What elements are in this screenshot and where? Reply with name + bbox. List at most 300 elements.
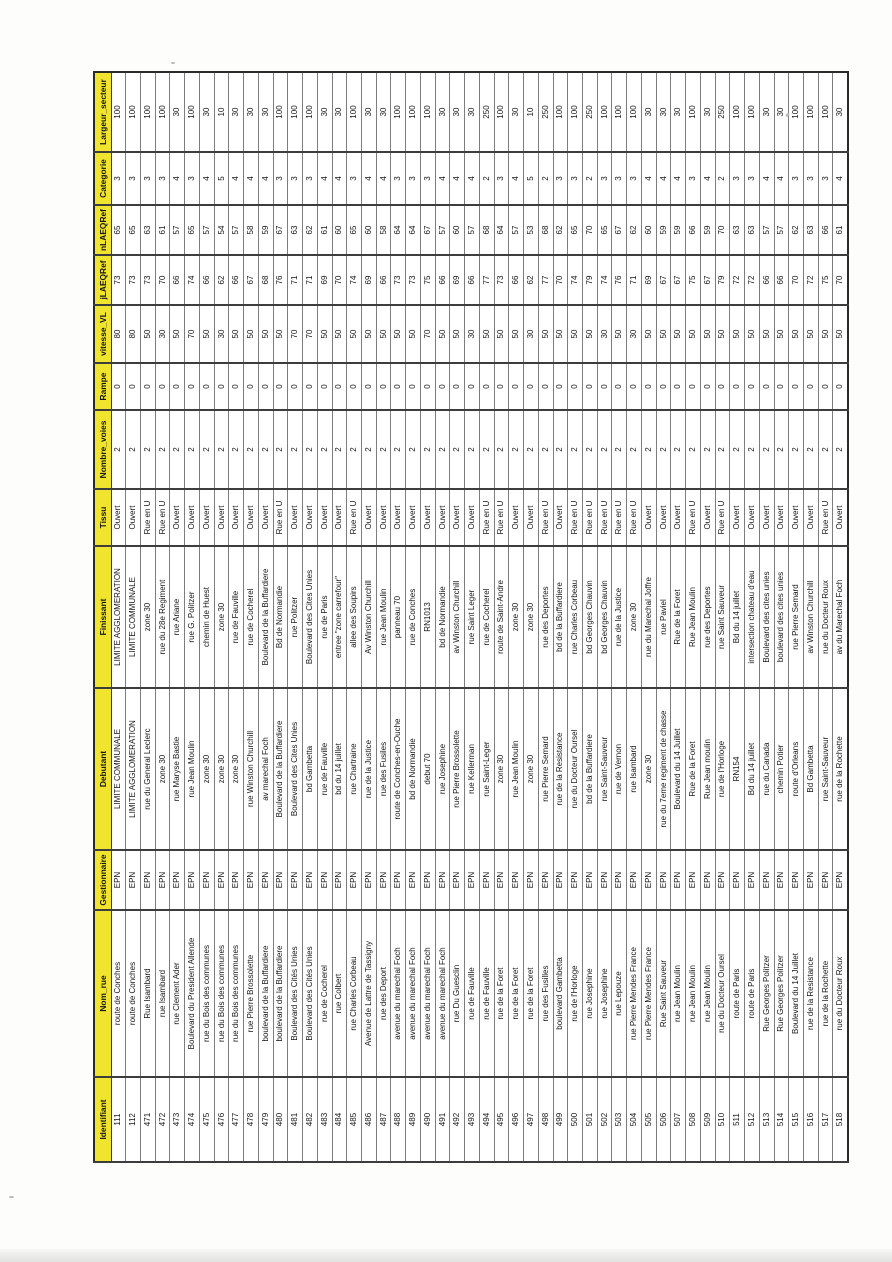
cell-largeur-secteur: 100 xyxy=(597,72,612,152)
cell-nom-rue: rue de la Foret xyxy=(494,910,509,1077)
cell-vitesse-vl: 50 xyxy=(671,305,686,363)
cell-nlaeqref: 58 xyxy=(244,205,259,255)
cell-rampe: 0 xyxy=(479,363,494,410)
cell-tissu: Ouvert xyxy=(303,489,318,546)
cell-largeur-secteur: 30 xyxy=(671,72,686,152)
cell-debutant: zone 30 xyxy=(155,688,170,850)
cell-finissant: rue de Cocherel xyxy=(244,546,259,688)
cell-gestionnaire: EPN xyxy=(317,850,332,910)
column-header-identifiant: Identifiant xyxy=(94,1077,111,1162)
cell-tissu: Ouvert xyxy=(244,489,259,546)
cell-nombre-voies: 2 xyxy=(199,410,214,489)
cell-nombre-voies: 2 xyxy=(686,410,701,489)
cell-nombre-voies: 2 xyxy=(435,410,450,489)
cell-nombre-voies: 2 xyxy=(140,410,155,489)
cell-categorie: 4 xyxy=(361,152,376,205)
cell-nombre-voies: 2 xyxy=(804,410,819,489)
cell-nom-rue: route de Paris xyxy=(745,910,760,1077)
cell-tissu: Ouvert xyxy=(376,489,391,546)
cell-categorie: 3 xyxy=(273,152,288,205)
cell-finissant: rue du Marechal Joffre xyxy=(641,546,656,688)
cell-gestionnaire: EPN xyxy=(406,850,421,910)
rotated-table-container xyxy=(93,73,847,1163)
cell-vitesse-vl: 30 xyxy=(627,305,642,363)
cell-nombre-voies: 2 xyxy=(229,410,244,489)
table-row xyxy=(627,72,642,1162)
cell-debutant: zone 30 xyxy=(494,688,509,850)
cell-nom-rue: rue du Bois des communes xyxy=(199,910,214,1077)
cell-largeur-secteur: 30 xyxy=(258,72,273,152)
cell-tissu: Ouvert xyxy=(258,489,273,546)
cell-nom-rue: rue Jean Moulin xyxy=(686,910,701,1077)
cell-rampe: 0 xyxy=(170,363,185,410)
cell-largeur-secteur: 100 xyxy=(553,72,568,152)
cell-tissu: Ouvert xyxy=(214,489,229,546)
cell-nom-rue: rue de la Foret xyxy=(509,910,524,1077)
cell-largeur-secteur: 30 xyxy=(361,72,376,152)
cell-rampe: 0 xyxy=(612,363,627,410)
cell-jlaeqref: 77 xyxy=(479,255,494,305)
table-row xyxy=(538,72,553,1162)
cell-nombre-voies: 2 xyxy=(170,410,185,489)
cell-finissant: LIMITE COMMUNALE xyxy=(126,546,141,688)
cell-tissu: Ouvert xyxy=(229,489,244,546)
cell-largeur-secteur: 100 xyxy=(185,72,200,152)
cell-tissu: Rue en U xyxy=(273,489,288,546)
cell-vitesse-vl: 30 xyxy=(465,305,480,363)
cell-nlaeqref: 65 xyxy=(185,205,200,255)
cell-debutant: bd de Normandie xyxy=(406,688,421,850)
cell-nom-rue: route de Conches xyxy=(111,910,126,1077)
cell-vitesse-vl: 50 xyxy=(745,305,760,363)
cell-nlaeqref: 70 xyxy=(583,205,598,255)
table-row xyxy=(185,72,200,1162)
cell-identifiant: 505 xyxy=(641,1077,656,1162)
cell-vitesse-vl: 80 xyxy=(111,305,126,363)
cell-rampe: 0 xyxy=(597,363,612,410)
cell-gestionnaire: EPN xyxy=(612,850,627,910)
cell-rampe: 0 xyxy=(317,363,332,410)
cell-largeur-secteur: 250 xyxy=(715,72,730,152)
cell-jlaeqref: 66 xyxy=(509,255,524,305)
cell-gestionnaire: EPN xyxy=(258,850,273,910)
cell-nom-rue: avenue du marechal Foch xyxy=(406,910,421,1077)
cell-jlaeqref: 62 xyxy=(214,255,229,305)
cell-vitesse-vl: 50 xyxy=(435,305,450,363)
cell-vitesse-vl: 50 xyxy=(656,305,671,363)
cell-vitesse-vl: 50 xyxy=(170,305,185,363)
table-row xyxy=(494,72,509,1162)
cell-largeur-secteur: 100 xyxy=(686,72,701,152)
cell-jlaeqref: 69 xyxy=(361,255,376,305)
cell-gestionnaire: EPN xyxy=(111,850,126,910)
cell-finissant: rue de la Justice xyxy=(612,546,627,688)
cell-gestionnaire: EPN xyxy=(641,850,656,910)
cell-nombre-voies: 2 xyxy=(303,410,318,489)
cell-gestionnaire: EPN xyxy=(789,850,804,910)
cell-vitesse-vl: 50 xyxy=(391,305,406,363)
table-row xyxy=(553,72,568,1162)
cell-categorie: 2 xyxy=(538,152,553,205)
table-row xyxy=(199,72,214,1162)
cell-categorie: 2 xyxy=(715,152,730,205)
cell-gestionnaire: EPN xyxy=(745,850,760,910)
cell-largeur-secteur: 100 xyxy=(568,72,583,152)
cell-finissant: zone 30 xyxy=(140,546,155,688)
cell-vitesse-vl: 30 xyxy=(155,305,170,363)
cell-nom-rue: rue de la Foret xyxy=(524,910,539,1077)
cell-categorie: 3 xyxy=(420,152,435,205)
cell-finissant: zone 30 xyxy=(509,546,524,688)
cell-vitesse-vl: 50 xyxy=(199,305,214,363)
cell-debutant: rue du 7eme regiment de chasse xyxy=(656,688,671,850)
cell-gestionnaire: EPN xyxy=(361,850,376,910)
cell-nom-rue: rue Jean Moulin xyxy=(671,910,686,1077)
cell-identifiant: 472 xyxy=(155,1077,170,1162)
cell-nombre-voies: 2 xyxy=(641,410,656,489)
cell-nombre-voies: 2 xyxy=(185,410,200,489)
cell-largeur-secteur: 100 xyxy=(273,72,288,152)
cell-categorie: 3 xyxy=(686,152,701,205)
table-row xyxy=(229,72,244,1162)
cell-jlaeqref: 67 xyxy=(656,255,671,305)
cell-nombre-voies: 2 xyxy=(656,410,671,489)
cell-rampe: 0 xyxy=(789,363,804,410)
cell-nombre-voies: 2 xyxy=(347,410,362,489)
cell-finissant: rue des Deportes xyxy=(700,546,715,688)
cell-largeur-secteur: 30 xyxy=(759,72,774,152)
cell-debutant: Boulevard des Cites Unies xyxy=(288,688,303,850)
cell-gestionnaire: EPN xyxy=(833,850,848,910)
cell-vitesse-vl: 50 xyxy=(641,305,656,363)
cell-identifiant: 497 xyxy=(524,1077,539,1162)
table-row xyxy=(612,72,627,1162)
cell-nombre-voies: 2 xyxy=(700,410,715,489)
cell-jlaeqref: 67 xyxy=(244,255,259,305)
cell-finissant: rue du Docteur Roux xyxy=(818,546,833,688)
cell-jlaeqref: 75 xyxy=(686,255,701,305)
cell-nombre-voies: 2 xyxy=(317,410,332,489)
cell-categorie: 4 xyxy=(229,152,244,205)
cell-categorie: 3 xyxy=(155,152,170,205)
cell-debutant: rue Maryse Bastie xyxy=(170,688,185,850)
cell-finissant: Av Winston Churchill xyxy=(361,546,376,688)
table-row xyxy=(509,72,524,1162)
table-row xyxy=(214,72,229,1162)
cell-nlaeqref: 61 xyxy=(833,205,848,255)
cell-gestionnaire: EPN xyxy=(347,850,362,910)
cell-nlaeqref: 57 xyxy=(465,205,480,255)
cell-rampe: 0 xyxy=(303,363,318,410)
cell-jlaeqref: 79 xyxy=(583,255,598,305)
cell-nlaeqref: 66 xyxy=(818,205,833,255)
table-body xyxy=(111,72,848,1162)
table-row xyxy=(420,72,435,1162)
table-row xyxy=(818,72,833,1162)
cell-tissu: Rue en U xyxy=(494,489,509,546)
cell-gestionnaire: EPN xyxy=(391,850,406,910)
cell-identifiant: 513 xyxy=(759,1077,774,1162)
cell-tissu: Rue en U xyxy=(818,489,833,546)
cell-gestionnaire: EPN xyxy=(303,850,318,910)
cell-categorie: 4 xyxy=(641,152,656,205)
cell-rampe: 0 xyxy=(538,363,553,410)
cell-debutant: rue Jean Moulin xyxy=(185,688,200,850)
cell-largeur-secteur: 100 xyxy=(612,72,627,152)
cell-identifiant: 510 xyxy=(715,1077,730,1162)
cell-largeur-secteur: 30 xyxy=(700,72,715,152)
cell-debutant: rue Pierre Semard xyxy=(538,688,553,850)
cell-jlaeqref: 67 xyxy=(700,255,715,305)
cell-tissu: Rue en U xyxy=(597,489,612,546)
cell-nom-rue: boulevard de la Buffardiere xyxy=(258,910,273,1077)
cell-rampe: 0 xyxy=(627,363,642,410)
cell-vitesse-vl: 50 xyxy=(140,305,155,363)
cell-identifiant: 477 xyxy=(229,1077,244,1162)
cell-vitesse-vl: 30 xyxy=(524,305,539,363)
cell-finissant: rue de Fauville xyxy=(229,546,244,688)
cell-nom-rue: rue Josephine xyxy=(597,910,612,1077)
cell-nombre-voies: 2 xyxy=(361,410,376,489)
cell-rampe: 0 xyxy=(199,363,214,410)
cell-nom-rue: rue de Cocherel xyxy=(317,910,332,1077)
cell-debutant: rue de Fauville xyxy=(317,688,332,850)
cell-rampe: 0 xyxy=(126,363,141,410)
cell-vitesse-vl: 50 xyxy=(804,305,819,363)
cell-rampe: 0 xyxy=(524,363,539,410)
cell-finissant: Bd du 14 juillet xyxy=(730,546,745,688)
cell-finissant: rue Saint Sauveur xyxy=(715,546,730,688)
cell-jlaeqref: 66 xyxy=(170,255,185,305)
cell-nom-rue: rue Colbert xyxy=(332,910,347,1077)
cell-rampe: 0 xyxy=(715,363,730,410)
cell-nom-rue: avenue du marechal Foch xyxy=(391,910,406,1077)
table-row xyxy=(686,72,701,1162)
cell-largeur-secteur: 100 xyxy=(406,72,421,152)
table-row xyxy=(465,72,480,1162)
cell-nlaeqref: 57 xyxy=(229,205,244,255)
cell-gestionnaire: EPN xyxy=(568,850,583,910)
cell-tissu: Ouvert xyxy=(774,489,789,546)
table-row xyxy=(479,72,494,1162)
cell-tissu: Rue en U xyxy=(140,489,155,546)
cell-jlaeqref: 66 xyxy=(376,255,391,305)
cell-jlaeqref: 70 xyxy=(332,255,347,305)
cell-rampe: 0 xyxy=(361,363,376,410)
cell-categorie: 4 xyxy=(465,152,480,205)
cell-gestionnaire: EPN xyxy=(229,850,244,910)
cell-tissu: Ouvert xyxy=(759,489,774,546)
cell-vitesse-vl: 70 xyxy=(420,305,435,363)
cell-debutant: rue Isambard xyxy=(627,688,642,850)
cell-nombre-voies: 2 xyxy=(391,410,406,489)
cell-rampe: 0 xyxy=(553,363,568,410)
cell-categorie: 3 xyxy=(553,152,568,205)
cell-rampe: 0 xyxy=(450,363,465,410)
cell-debutant: rue des Fusiles xyxy=(376,688,391,850)
cell-vitesse-vl: 50 xyxy=(612,305,627,363)
cell-nom-rue: Avenue de Lattre de Tassigny xyxy=(361,910,376,1077)
cell-tissu: Ouvert xyxy=(641,489,656,546)
cell-tissu: Ouvert xyxy=(656,489,671,546)
cell-nom-rue: rue du Docteur Oursel xyxy=(715,910,730,1077)
cell-categorie: 4 xyxy=(317,152,332,205)
cell-categorie: 4 xyxy=(435,152,450,205)
cell-gestionnaire: EPN xyxy=(170,850,185,910)
cell-nlaeqref: 57 xyxy=(435,205,450,255)
cell-finissant: entree "zone carrefour" xyxy=(332,546,347,688)
scan-speck xyxy=(171,62,175,64)
cell-debutant: zone 30 xyxy=(524,688,539,850)
cell-tissu: Ouvert xyxy=(111,489,126,546)
cell-debutant: rue Jean Moulin xyxy=(509,688,524,850)
cell-tissu: Rue en U xyxy=(612,489,627,546)
cell-jlaeqref: 75 xyxy=(818,255,833,305)
column-header-largeur-secteur: Largeur_secteur xyxy=(94,72,111,152)
cell-largeur-secteur: 30 xyxy=(656,72,671,152)
table-row xyxy=(391,72,406,1162)
scan-bottom-shadow xyxy=(0,1249,892,1262)
cell-categorie: 4 xyxy=(671,152,686,205)
cell-rampe: 0 xyxy=(509,363,524,410)
cell-finissant: bd de Normandie xyxy=(435,546,450,688)
cell-largeur-secteur: 100 xyxy=(140,72,155,152)
table-row xyxy=(583,72,598,1162)
cell-nombre-voies: 2 xyxy=(759,410,774,489)
cell-debutant: Bd du 14 juillet xyxy=(745,688,760,850)
cell-nom-rue: rue Pierre Brossolette xyxy=(244,910,259,1077)
cell-jlaeqref: 66 xyxy=(465,255,480,305)
cell-categorie: 3 xyxy=(185,152,200,205)
cell-identifiant: 500 xyxy=(568,1077,583,1162)
cell-nlaeqref: 65 xyxy=(111,205,126,255)
cell-nlaeqref: 60 xyxy=(332,205,347,255)
cell-rampe: 0 xyxy=(818,363,833,410)
cell-nom-rue: rue de l'Horloge xyxy=(568,910,583,1077)
cell-nlaeqref: 57 xyxy=(170,205,185,255)
cell-vitesse-vl: 50 xyxy=(700,305,715,363)
cell-largeur-secteur: 10 xyxy=(524,72,539,152)
cell-debutant: rue Saint-Sauveur xyxy=(597,688,612,850)
cell-tissu: Ouvert xyxy=(553,489,568,546)
cell-vitesse-vl: 50 xyxy=(686,305,701,363)
cell-tissu: Ouvert xyxy=(450,489,465,546)
cell-gestionnaire: EPN xyxy=(494,850,509,910)
cell-nom-rue: boulevard Gambetta xyxy=(553,910,568,1077)
cell-categorie: 4 xyxy=(376,152,391,205)
cell-rampe: 0 xyxy=(435,363,450,410)
cell-finissant: rue Charles Corbeau xyxy=(568,546,583,688)
cell-gestionnaire: EPN xyxy=(538,850,553,910)
cell-largeur-secteur: 250 xyxy=(538,72,553,152)
cell-finissant: chemin de Huest xyxy=(199,546,214,688)
cell-rampe: 0 xyxy=(420,363,435,410)
cell-nom-rue: route de Paris xyxy=(730,910,745,1077)
cell-largeur-secteur: 100 xyxy=(303,72,318,152)
cell-rampe: 0 xyxy=(155,363,170,410)
cell-categorie: 3 xyxy=(347,152,362,205)
cell-nombre-voies: 2 xyxy=(583,410,598,489)
cell-largeur-secteur: 100 xyxy=(627,72,642,152)
cell-vitesse-vl: 50 xyxy=(317,305,332,363)
cell-jlaeqref: 73 xyxy=(111,255,126,305)
cell-gestionnaire: EPN xyxy=(671,850,686,910)
cell-nombre-voies: 2 xyxy=(627,410,642,489)
cell-debutant: rue du Canada xyxy=(759,688,774,850)
cell-identifiant: 502 xyxy=(597,1077,612,1162)
cell-tissu: Rue en U xyxy=(538,489,553,546)
table-row xyxy=(126,72,141,1162)
cell-gestionnaire: EPN xyxy=(479,850,494,910)
cell-identifiant: 496 xyxy=(509,1077,524,1162)
cell-categorie: 3 xyxy=(612,152,627,205)
cell-debutant: rue Kellerman xyxy=(465,688,480,850)
cell-rampe: 0 xyxy=(244,363,259,410)
cell-finissant: rue Pierre Semard xyxy=(789,546,804,688)
cell-jlaeqref: 66 xyxy=(435,255,450,305)
cell-identifiant: 517 xyxy=(818,1077,833,1162)
cell-categorie: 4 xyxy=(199,152,214,205)
table-row xyxy=(361,72,376,1162)
column-header-gestionnaire: Gestionnaire xyxy=(94,850,111,910)
cell-tissu: Rue en U xyxy=(686,489,701,546)
cell-categorie: 4 xyxy=(332,152,347,205)
table-row xyxy=(656,72,671,1162)
cell-categorie: 2 xyxy=(583,152,598,205)
cell-identifiant: 112 xyxy=(126,1077,141,1162)
cell-tissu: Ouvert xyxy=(317,489,332,546)
table-row xyxy=(406,72,421,1162)
cell-identifiant: 494 xyxy=(479,1077,494,1162)
cell-finissant: bd Georges Chauvin xyxy=(597,546,612,688)
cell-finissant: Boulevard des Cites Unies xyxy=(303,546,318,688)
cell-jlaeqref: 70 xyxy=(833,255,848,305)
cell-jlaeqref: 73 xyxy=(391,255,406,305)
cell-categorie: 3 xyxy=(597,152,612,205)
cell-largeur-secteur: 100 xyxy=(347,72,362,152)
cell-finissant: Boulevard de la Buffardiere xyxy=(258,546,273,688)
cell-nom-rue: Boulevard des Cités Unies xyxy=(303,910,318,1077)
cell-nlaeqref: 65 xyxy=(347,205,362,255)
cell-debutant: rue du Docteur Oursel xyxy=(568,688,583,850)
cell-largeur-secteur: 30 xyxy=(509,72,524,152)
cell-largeur-secteur: 30 xyxy=(317,72,332,152)
column-header-finissant: Finissant xyxy=(94,546,111,688)
cell-identifiant: 504 xyxy=(627,1077,642,1162)
cell-largeur-secteur: 100 xyxy=(745,72,760,152)
cell-categorie: 3 xyxy=(494,152,509,205)
cell-nlaeqref: 65 xyxy=(126,205,141,255)
cell-categorie: 4 xyxy=(509,152,524,205)
cell-gestionnaire: EPN xyxy=(140,850,155,910)
cell-nombre-voies: 2 xyxy=(273,410,288,489)
cell-largeur-secteur: 100 xyxy=(391,72,406,152)
cell-gestionnaire: EPN xyxy=(465,850,480,910)
cell-jlaeqref: 73 xyxy=(126,255,141,305)
cell-identifiant: 471 xyxy=(140,1077,155,1162)
cell-largeur-secteur: 10 xyxy=(214,72,229,152)
cell-nom-rue: rue de la Rochette xyxy=(818,910,833,1077)
cell-gestionnaire: EPN xyxy=(420,850,435,910)
cell-jlaeqref: 66 xyxy=(759,255,774,305)
table-row xyxy=(774,72,789,1162)
table-row xyxy=(347,72,362,1162)
cell-gestionnaire: EPN xyxy=(774,850,789,910)
cell-debutant: rue Saint-Leger xyxy=(479,688,494,850)
cell-nom-rue: avenue du marechal Foch xyxy=(420,910,435,1077)
cell-identifiant: 486 xyxy=(361,1077,376,1162)
cell-identifiant: 487 xyxy=(376,1077,391,1162)
